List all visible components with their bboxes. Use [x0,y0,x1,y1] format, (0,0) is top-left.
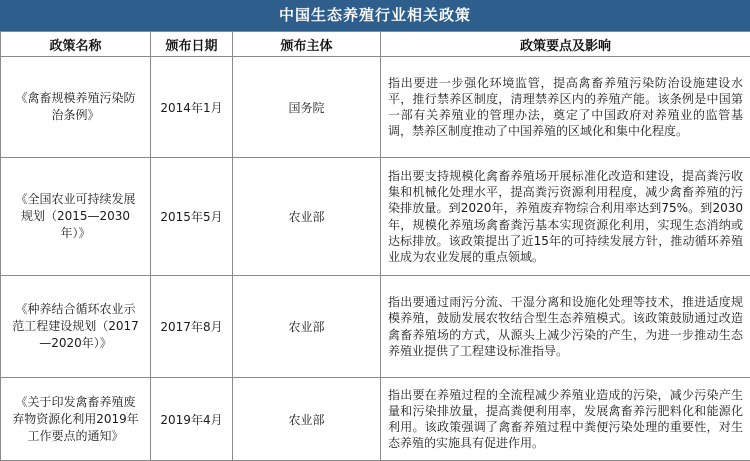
header-issue-date: 颁布日期 [151,32,233,57]
policy-content: 指出要在养殖过程的全流程减少养殖业造成的污染，减少污染产生量和污染排放量，提高粪便利用率，发展禽畜养污肥料化和能源化利用。该政策强调了禽畜养殖过程中粪便污染处理的重要性，对生态养殖的实施具有促进作用。 [381,378,750,461]
header-issuer: 颁布主体 [233,32,381,57]
issuer: 农业部 [233,276,381,378]
issuer: 农业部 [233,378,381,461]
issuer: 国务院 [233,57,381,158]
header-row [1,32,750,57]
header-policy-name: 政策名称 [1,32,151,57]
policy-content: 指出要支持规模化禽畜养殖场开展标准化改造和建设，提高粪污收集和机械化处理水平，提高粪污资源利用程度，减少禽畜养殖的污染排放量。到2020年，养殖废弃物综合利用率达到75%。到2030年，规模化养殖场禽畜粪污基本实现资源化利用，实现生态消纳或达标排放。该政策提出了近15年的可持续发展方针，推动循环养殖业成为农业发展的重点领域。 [381,158,750,276]
table-row [1,276,750,378]
policy-table [0,31,750,461]
table-row [1,57,750,158]
issue-date: 2019年4月 [151,378,233,461]
policy-name: 《禽畜规模养殖污染防治条例》 [1,57,151,158]
policy-content: 指出要进一步强化环境监管，提高禽畜养殖污染防治设施建设水平，推行禁养区制度，清理禁养区内的养殖产能。该条例是中国第一部有关养殖业的管理办法，奠定了中国政府对养殖业的监管基调，禁养区制度推动了中国养殖的区域化和集中化程度。 [381,57,750,158]
policy-name: 《种养结合循环农业示范工程建设规划（2017—2020年）》 [1,276,151,378]
issue-date: 2017年8月 [151,276,233,378]
issue-date: 2014年1月 [151,57,233,158]
issue-date: 2015年5月 [151,158,233,276]
policy-content: 指出要通过雨污分流、干湿分离和设施化处理等技术，推进适度规模养殖，鼓励发展农牧结合型生态养殖模式。该政策鼓励通过改造禽畜养殖场的方式，从源头上减少污染的产生，为进一步推动生态养殖业提供了工程建设标准指导。 [381,276,750,378]
policy-name: 《关于印发禽畜养殖废弃物资源化利用2019年工作要点的通知》 [1,378,151,461]
table-row [1,158,750,276]
policy-name: 《全国农业可持续发展规划（2015—2030年）》 [1,158,151,276]
header-content: 政策要点及影响 [381,32,750,57]
table-title: 中国生态养殖行业相关政策 [0,0,750,31]
table-row [1,378,750,461]
issuer: 农业部 [233,158,381,276]
